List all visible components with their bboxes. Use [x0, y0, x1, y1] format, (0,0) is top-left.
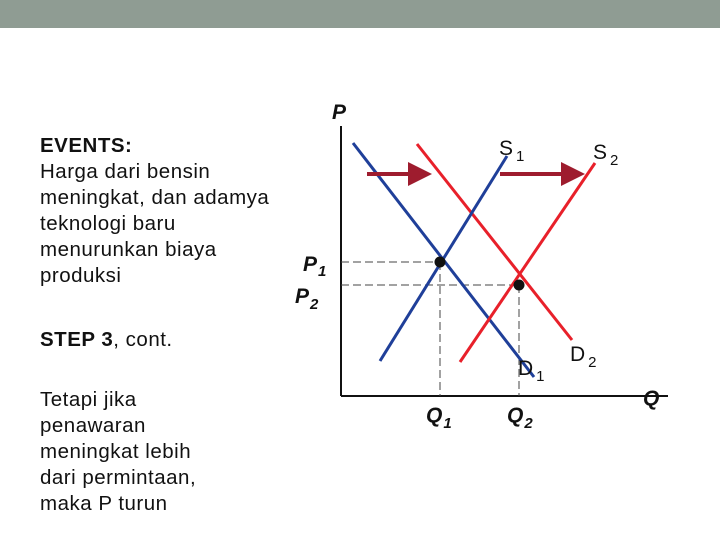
- q2-label-sub: 2: [524, 415, 533, 432]
- p-axis-label: P: [332, 101, 347, 124]
- events-line: Harga dari bensin: [40, 160, 211, 183]
- s1-label-base: S: [499, 137, 514, 160]
- events-line: menurunkan biaya: [40, 238, 217, 261]
- step-number: STEP 3: [40, 328, 114, 351]
- q1-label: [426, 404, 452, 432]
- q2-label-base: Q: [507, 404, 524, 427]
- s2-label-sub: 2: [610, 152, 619, 169]
- q-axis-label: Q: [643, 387, 660, 410]
- p2-label-sub: 2: [310, 296, 319, 313]
- d1-label-sub: 1: [536, 368, 545, 385]
- p1-label: [303, 253, 326, 280]
- q1-label-base: Q: [426, 404, 443, 427]
- s1-label-sub: 1: [516, 148, 525, 165]
- d2-label: [570, 343, 597, 371]
- events-title: EVENTS:: [40, 134, 133, 157]
- d2-label-base: D: [570, 343, 586, 366]
- q1-label-sub: 1: [443, 415, 452, 432]
- d2-label-sub: 2: [588, 354, 597, 371]
- equilibrium-point-1: [435, 257, 446, 268]
- p2-label: [295, 285, 319, 313]
- q2-label: [507, 404, 533, 432]
- note-line: Tetapi jika: [40, 388, 137, 411]
- d1-label: [518, 357, 545, 385]
- events-line: produksi: [40, 264, 122, 287]
- note-line: maka P turun: [40, 492, 168, 515]
- note-line: dari permintaan,: [40, 466, 197, 489]
- supply-curve-s2: [460, 163, 595, 362]
- p2-label-base: P: [295, 285, 310, 308]
- note-line: meningkat lebih: [40, 440, 192, 463]
- step-suffix: , cont.: [113, 328, 173, 351]
- s2-label-base: S: [593, 141, 608, 164]
- p1-label-sub: 1: [318, 263, 327, 280]
- equilibrium-point-2: [514, 280, 525, 291]
- events-line: teknologi baru: [40, 212, 176, 235]
- events-line: meningkat, dan adamya: [40, 186, 270, 209]
- s2-label: [593, 141, 618, 169]
- p1-label-base: P: [303, 253, 318, 276]
- d1-label-base: D: [518, 357, 534, 380]
- note-line: penawaran: [40, 414, 146, 437]
